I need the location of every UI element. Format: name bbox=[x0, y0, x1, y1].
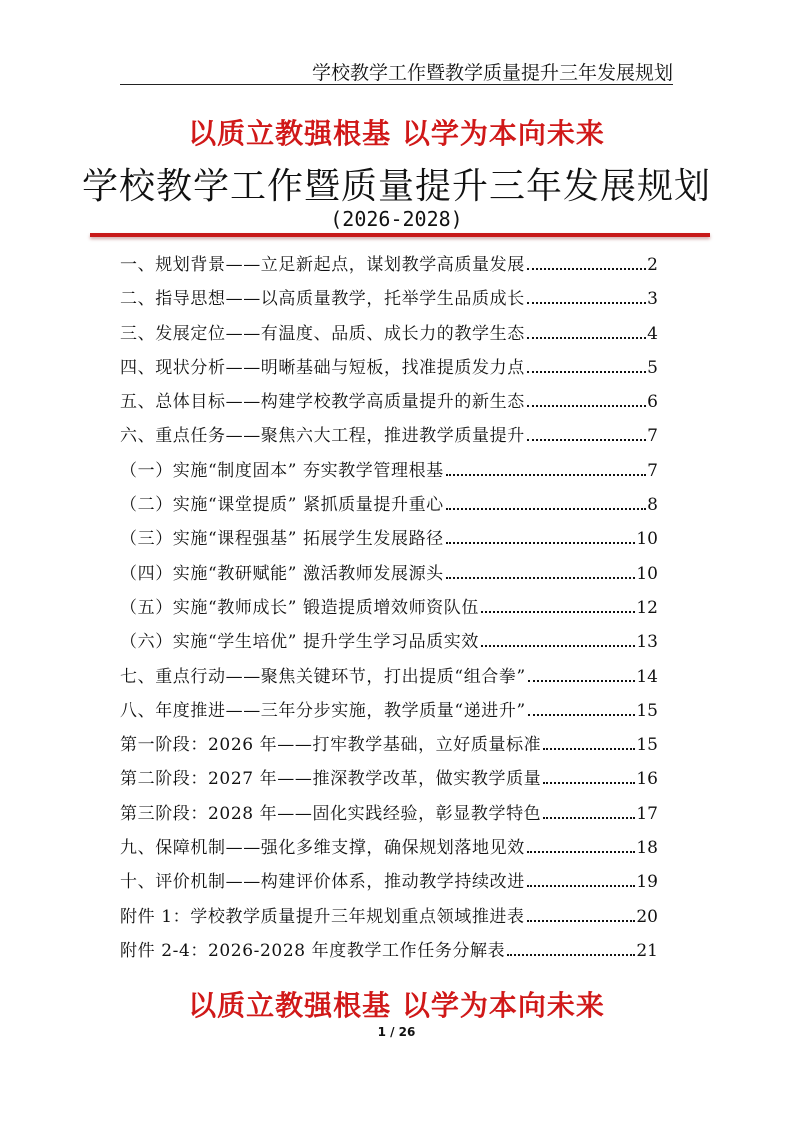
toc-entry-page: 5 bbox=[647, 357, 658, 378]
toc-entry-page: 15 bbox=[636, 735, 658, 756]
header-divider bbox=[120, 84, 673, 85]
toc-entry-label: 四、现状分析——明晰基础与短板，找准提质发力点 bbox=[120, 357, 525, 378]
red-divider bbox=[90, 233, 710, 237]
toc-dot-leader bbox=[527, 405, 646, 407]
toc-entry-label: 第一阶段：2026 年——打牢教学基础，立好质量标准 bbox=[120, 735, 542, 756]
toc-entry-label: （三）实施“课程强基” 拓展学生发展路径 bbox=[120, 529, 444, 550]
toc-dot-leader bbox=[527, 851, 636, 853]
toc-entry[interactable] bbox=[120, 730, 658, 764]
toc-dot-leader bbox=[527, 371, 646, 373]
toc-entry-label: 十、评价机制——构建评价体系，推动教学持续改进 bbox=[120, 872, 525, 893]
toc-entry-label: 八、年度推进——三年分步实施，教学质量“递进升” bbox=[120, 700, 526, 721]
toc-entry-label: （五）实施“教师成长” 锻造提质增效师资队伍 bbox=[120, 597, 479, 618]
toc-dot-leader bbox=[543, 748, 635, 750]
toc-dot-leader bbox=[481, 611, 635, 613]
toc-entry-page: 16 bbox=[636, 769, 658, 790]
toc-entry[interactable] bbox=[120, 524, 658, 558]
toc-dot-leader bbox=[528, 680, 636, 682]
toc-entry[interactable] bbox=[120, 867, 658, 901]
toc-entry[interactable] bbox=[120, 250, 658, 284]
toc-entry-page: 14 bbox=[636, 666, 658, 687]
toc-entry-page: 10 bbox=[636, 529, 658, 550]
toc-dot-leader bbox=[528, 714, 636, 716]
toc-entry-page: 7 bbox=[647, 460, 658, 481]
toc-entry-label: 五、总体目标——构建学校教学高质量提升的新生态 bbox=[120, 392, 525, 413]
toc-dot-leader bbox=[543, 782, 635, 784]
toc-entry-label: （一）实施“制度固本” 夯实教学管理根基 bbox=[120, 460, 444, 481]
toc-entry[interactable] bbox=[120, 662, 658, 696]
toc-dot-leader bbox=[446, 542, 636, 544]
year-range: (2026-2028) bbox=[330, 207, 463, 231]
toc-entry-label: 附件 1：学校教学质量提升三年规划重点领域推进表 bbox=[120, 906, 525, 927]
toc-entry-page: 21 bbox=[636, 940, 658, 961]
toc-entry[interactable] bbox=[120, 593, 658, 627]
toc-entry-label: 三、发展定位——有温度、品质、成长力的教学生态 bbox=[120, 323, 525, 344]
toc-dot-leader bbox=[527, 268, 646, 270]
toc-entry-label: （二）实施“课堂提质” 紧抓质量提升重心 bbox=[120, 495, 444, 516]
toc-entry-page: 12 bbox=[636, 597, 658, 618]
toc-entry-label: 一、规划背景——立足新起点，谋划教学高质量发展 bbox=[120, 255, 525, 275]
toc-entry-page: 6 bbox=[647, 392, 658, 413]
toc-entry[interactable] bbox=[120, 421, 658, 455]
running-header-title: 学校教学工作暨教学质量提升三年发展规划 bbox=[311, 62, 673, 84]
toc-entry-page: 17 bbox=[636, 803, 658, 824]
table-of-contents bbox=[120, 250, 658, 970]
toc-entry[interactable] bbox=[120, 353, 658, 387]
toc-entry-page: 13 bbox=[636, 632, 658, 653]
toc-dot-leader bbox=[543, 817, 635, 819]
toc-entry[interactable] bbox=[120, 319, 658, 353]
toc-entry-page: 7 bbox=[647, 426, 658, 447]
toc-entry[interactable] bbox=[120, 764, 658, 798]
document-title: 学校教学工作暨质量提升三年发展规划 bbox=[81, 166, 711, 207]
toc-entry-label: 第二阶段：2027 年——推深教学改革，做实教学质量 bbox=[120, 769, 542, 790]
toc-entry[interactable] bbox=[120, 490, 658, 524]
toc-dot-leader bbox=[446, 508, 646, 510]
toc-entry-page: 15 bbox=[636, 700, 658, 721]
toc-entry[interactable] bbox=[120, 936, 658, 970]
toc-entry-label: （六）实施“学生培优” 提升学生学习品质实效 bbox=[120, 632, 479, 653]
toc-entry-label: （四）实施“教研赋能” 激活教师发展源头 bbox=[120, 563, 444, 584]
toc-entry-label: 九、保障机制——强化多维支撑，确保规划落地见效 bbox=[120, 838, 525, 859]
toc-entry-label: 七、重点行动——聚焦关键环节，打出提质“组合拳” bbox=[120, 666, 526, 687]
toc-dot-leader bbox=[527, 885, 636, 887]
toc-entry[interactable] bbox=[120, 799, 658, 833]
toc-entry[interactable] bbox=[120, 456, 658, 490]
toc-entry[interactable] bbox=[120, 902, 658, 936]
toc-entry-label: 附件 2-4：2026-2028 年度教学工作任务分解表 bbox=[120, 940, 506, 961]
toc-entry-page: 10 bbox=[636, 563, 658, 584]
toc-entry-page: 19 bbox=[636, 872, 658, 893]
toc-entry[interactable] bbox=[120, 833, 658, 867]
slogan-top: 以质立教强根基 以学为本向未来 bbox=[188, 117, 605, 150]
page-number: 1 / 26 bbox=[377, 1025, 416, 1039]
toc-entry-label: 第三阶段：2028 年——固化实践经验，彰显教学特色 bbox=[120, 803, 542, 824]
toc-entry[interactable] bbox=[120, 696, 658, 730]
toc-entry-page: 18 bbox=[636, 838, 658, 859]
toc-dot-leader bbox=[527, 337, 646, 339]
toc-dot-leader bbox=[446, 577, 636, 579]
toc-dot-leader bbox=[527, 920, 636, 922]
toc-dot-leader bbox=[527, 302, 646, 304]
toc-entry[interactable] bbox=[120, 387, 658, 421]
toc-entry-page: 20 bbox=[636, 906, 658, 927]
toc-entry[interactable] bbox=[120, 627, 658, 661]
toc-entry[interactable] bbox=[120, 559, 658, 593]
toc-entry-page: 3 bbox=[647, 289, 658, 310]
toc-entry-page: 4 bbox=[647, 323, 658, 344]
toc-entry[interactable] bbox=[120, 284, 658, 318]
slogan-bottom: 以质立教强根基 以学为本向未来 bbox=[188, 989, 605, 1022]
toc-dot-leader bbox=[446, 474, 646, 476]
toc-entry-page: 2 bbox=[647, 255, 658, 275]
toc-entry-label: 六、重点任务——聚焦六大工程，推进教学质量提升 bbox=[120, 426, 525, 447]
toc-dot-leader bbox=[481, 645, 635, 647]
toc-dot-leader bbox=[507, 954, 635, 956]
toc-entry-page: 8 bbox=[647, 495, 658, 516]
toc-dot-leader bbox=[527, 439, 646, 441]
toc-entry-label: 二、指导思想——以高质量教学，托举学生品质成长 bbox=[120, 289, 525, 310]
